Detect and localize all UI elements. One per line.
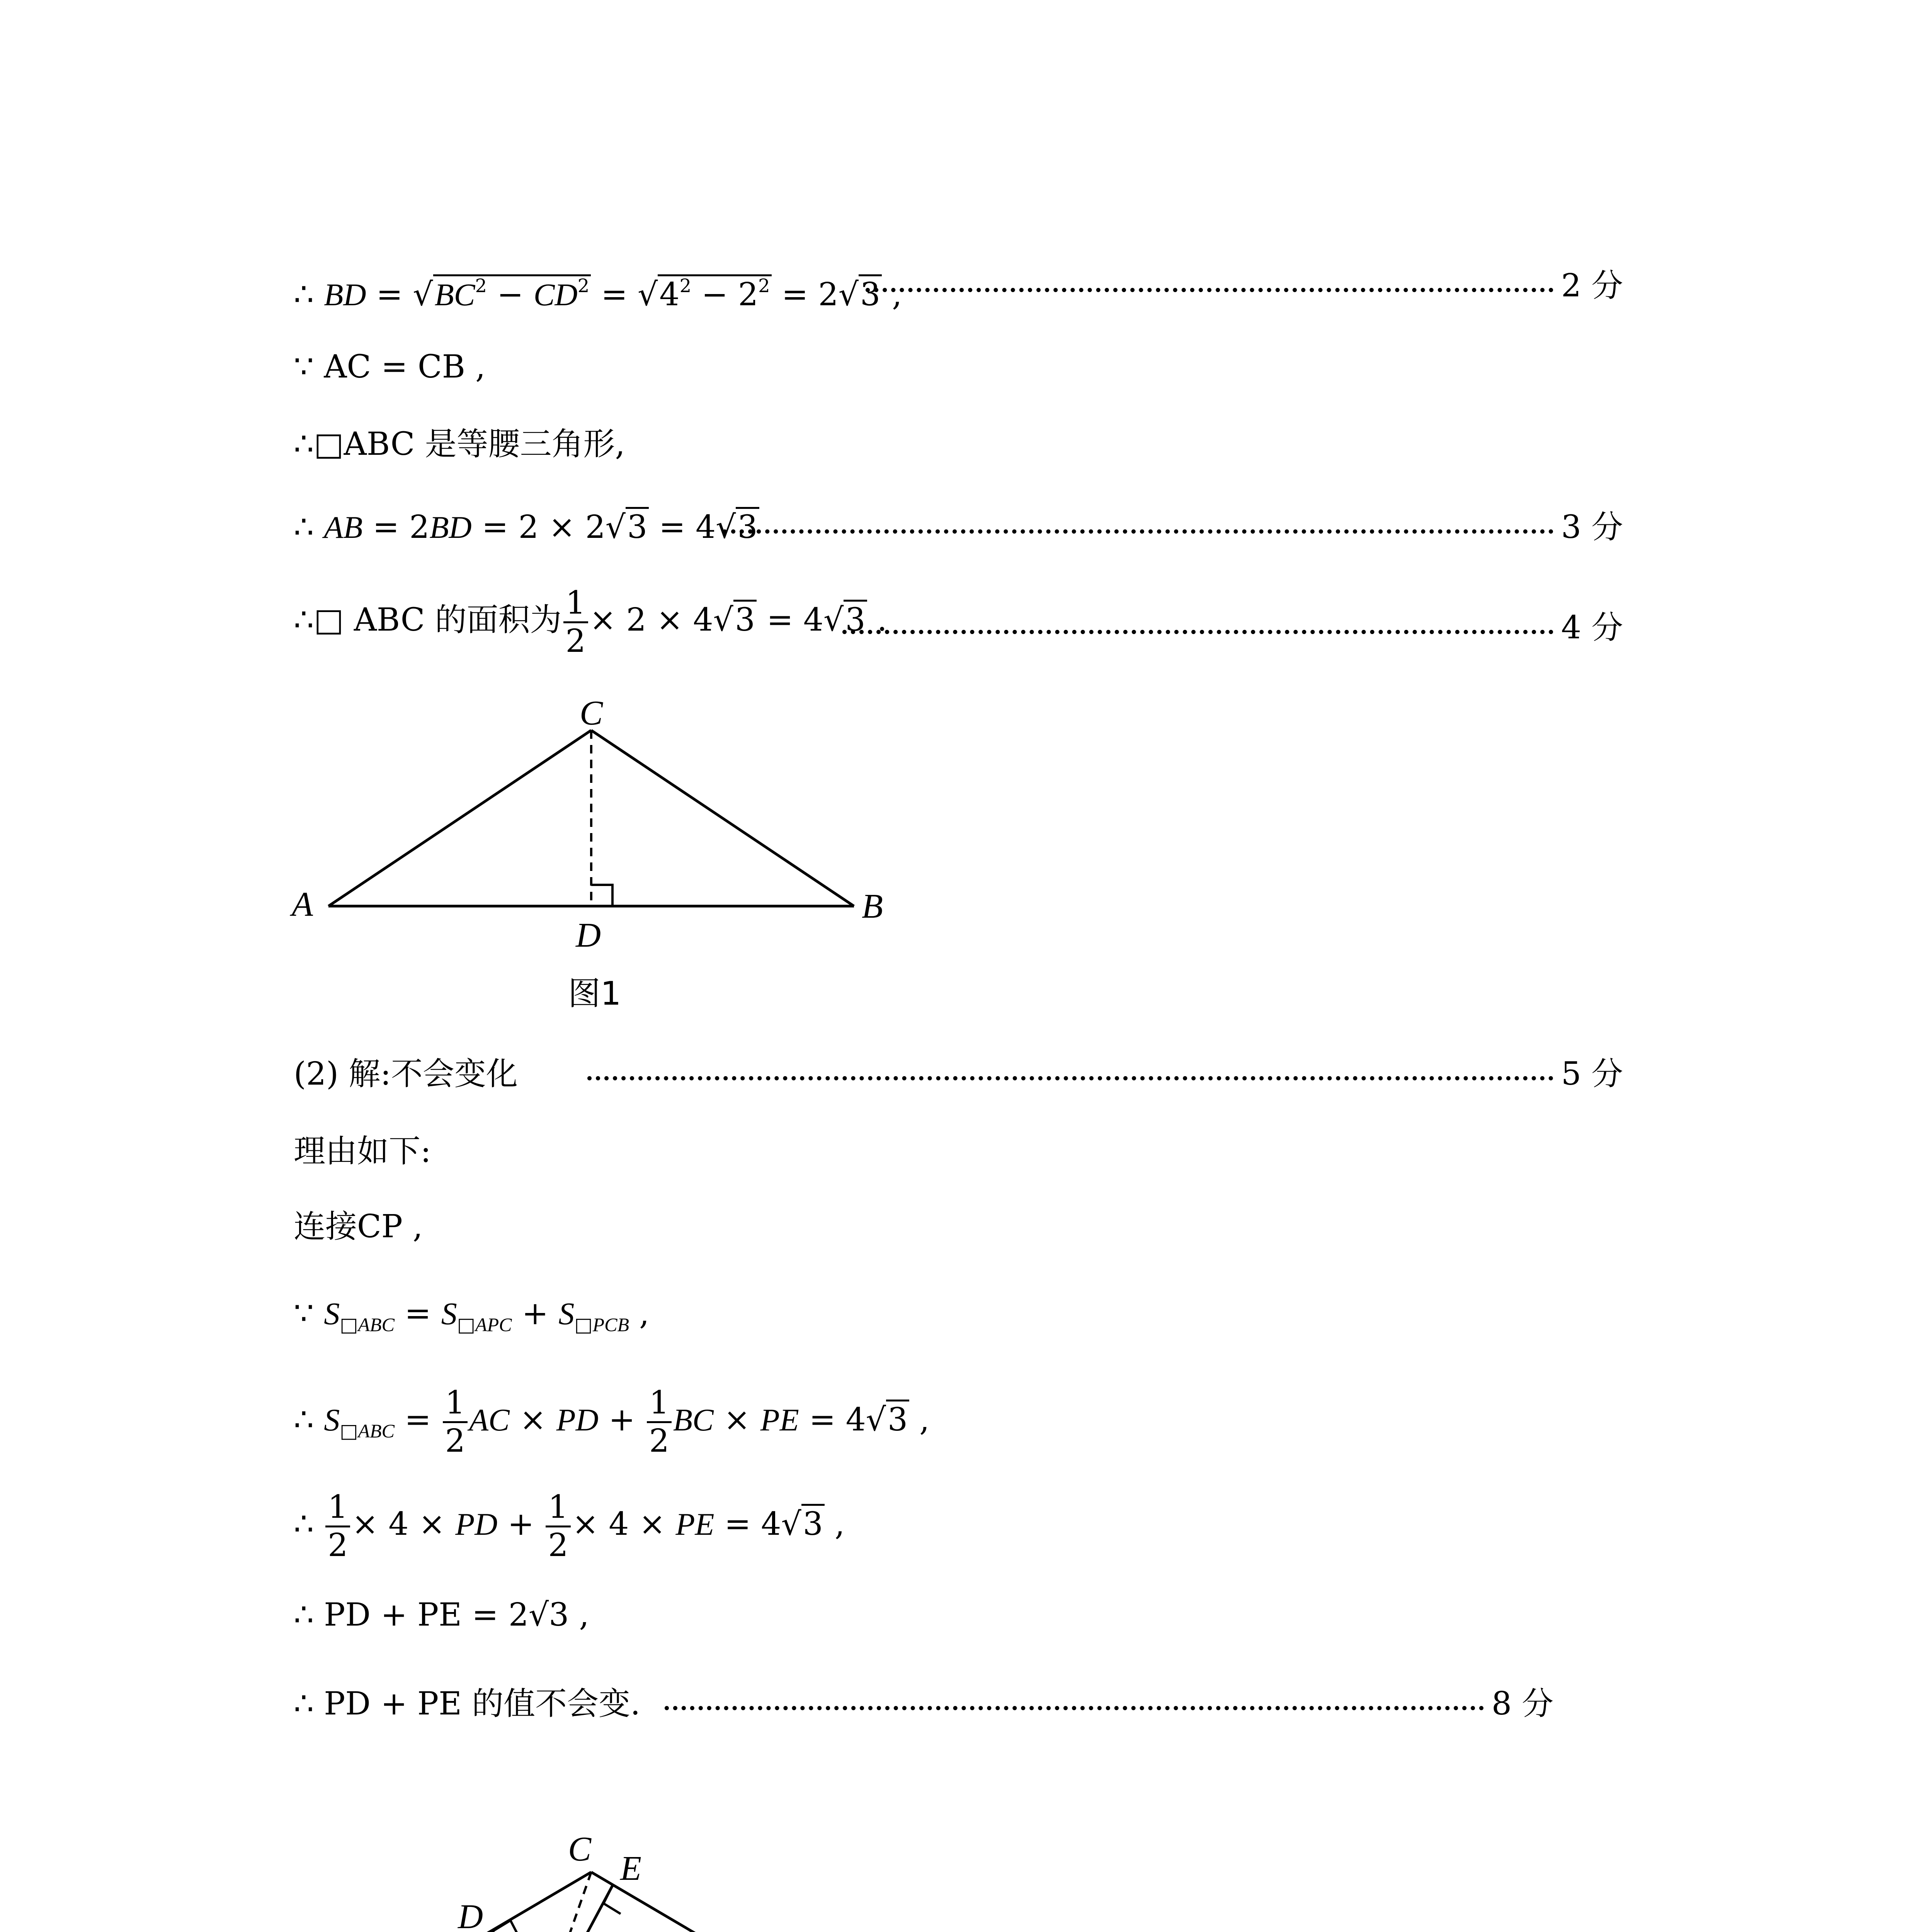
fig2-segment-pe [537, 1886, 612, 1932]
fig2-right-angle-e [604, 1886, 621, 1914]
leader-dots [723, 529, 1553, 534]
bd-equation-line: ∴ BD = $√BC^2 - CD^2 = √4^2 - 2^2 = 2√3$ , [294, 275, 902, 313]
figure-1 [270, 696, 927, 1024]
score-mark: 8 分 [1492, 1685, 1554, 1722]
score-mark: 5 分 [1561, 1056, 1623, 1092]
fig2-label-c: C [568, 1830, 592, 1868]
leader-dots [587, 1076, 1553, 1080]
fig1-label-a: A [292, 885, 313, 923]
area-prefix: ∴□ ABC 的面积为 [294, 602, 562, 638]
fig2-label-e: E [620, 1849, 641, 1888]
score-mark: 3 分 [1561, 509, 1623, 546]
part2-heading: (2) 解:不会变化 [294, 1056, 518, 1092]
conclusion-line: ∴ PD + PE 的值不会变. [294, 1685, 641, 1722]
substitution-line: ∴ $\frac{1}{2}$ × 4 × PD + $\frac{1}{2}$ × 4 × PE = 4√3 , [294, 1489, 845, 1564]
figure-2 [270, 1816, 927, 1932]
leader-dots [866, 288, 1553, 292]
fig2-dashed-cp [537, 1872, 591, 1932]
fig1-right-angle-mark [591, 885, 612, 906]
area-line: ∴□ ABC 的面积为 $\frac{1}{2}$ × 2 × 4√3 = 4√3 . [294, 585, 887, 660]
area-sum-line: ∵ $S_{□ABC} = S_{□APC} + S_{□PCB}$ , [294, 1295, 650, 1336]
fig1-segment-cb [591, 730, 854, 906]
fig1-segment-ac [328, 730, 591, 906]
area-expansion-line: ∴ $S_{□ABC}$ = $\frac{1}{2}$ AC × PD + $\frac{1}{2}$ BC × PE = 4√3 , [294, 1384, 930, 1459]
leader-dots [842, 630, 1553, 634]
ab-equation-line: ∴ AB = 2BD = 2 × 2√3 = 4√3 [294, 504, 759, 551]
pd-pe-sum-line: ∴ PD + PE = 2√3 , [294, 1597, 589, 1633]
score-mark: 2 分 [1561, 267, 1623, 304]
connect-cp-line: 连接CP , [294, 1208, 423, 1245]
fig2-label-d: D [458, 1898, 483, 1932]
fig1-label-b: B [862, 887, 883, 925]
ac-equals-cb-line: ∵ AC = CB , [294, 349, 486, 385]
fig1-label-d: D [576, 916, 601, 954]
fig1-label-c: C [580, 696, 603, 732]
score-mark: 4 分 [1561, 609, 1623, 646]
fig1-caption: 图1 [568, 975, 621, 1012]
leader-dots [665, 1706, 1484, 1710]
isosceles-line: ∴□ABC 是等腰三角形, [294, 426, 625, 463]
reason-line: 理由如下: [294, 1133, 431, 1170]
